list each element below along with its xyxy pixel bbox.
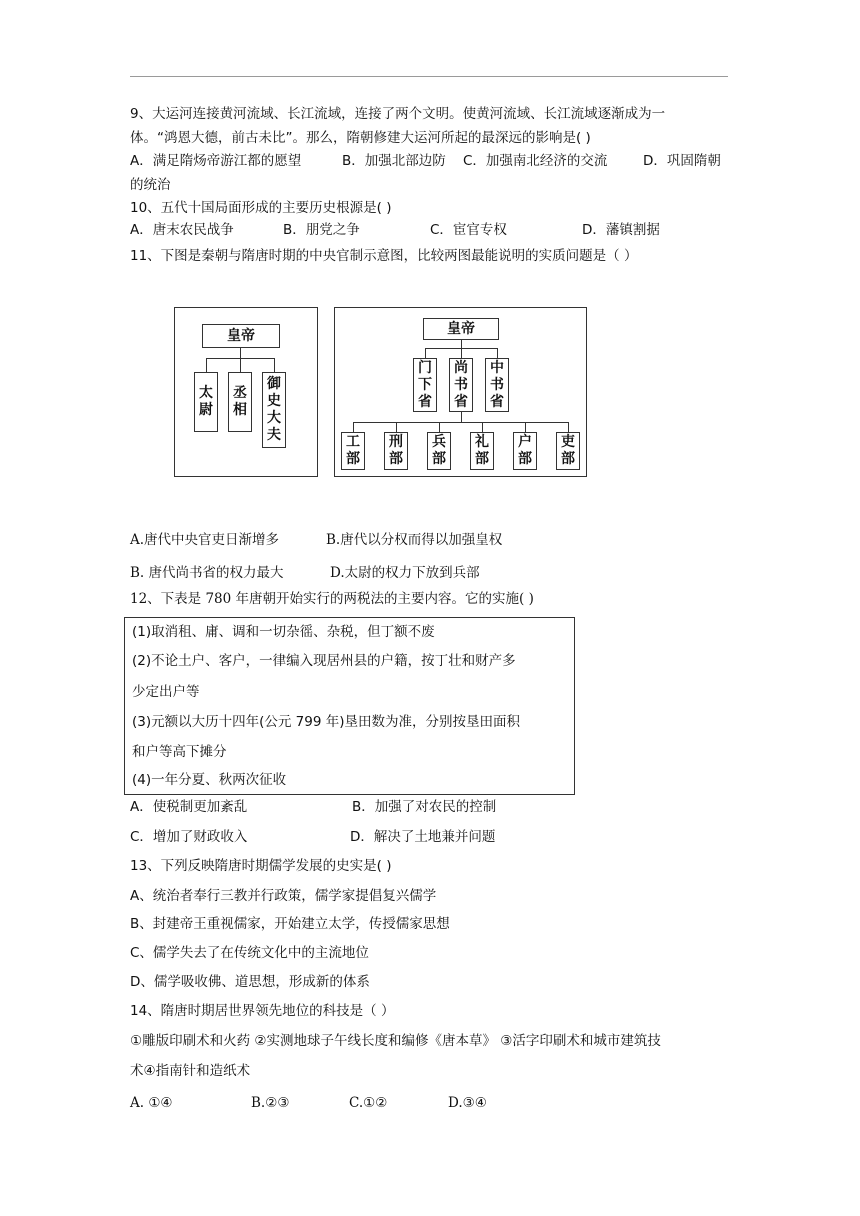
q10-option-c[interactable]: C．宦官专权 <box>430 222 507 238</box>
q9-stem-line1: 9、大运河连接黄河流域、长江流域，连接了两个文明。使黄河流域、长江流域逐渐成为一 <box>130 106 666 122</box>
q12-options-row2 <box>130 827 730 847</box>
table-line-6: (4)一年分夏、秋两次征收 <box>132 772 287 788</box>
tang-gongbu-node: 工 部 <box>341 432 365 470</box>
table-line-1: (1)取消租、庸、调和一切杂徭、杂税，但丁额不废 <box>132 624 435 640</box>
q10-option-d[interactable]: D．藩镇割据 <box>582 222 660 238</box>
q12-option-b[interactable]: B．加强了对农民的控制 <box>352 799 497 815</box>
q14-option-a[interactable]: A. ①④ <box>130 1095 173 1111</box>
q9-options <box>130 151 730 171</box>
tang-shangshu-node: 尚 书 省 <box>449 358 473 412</box>
q9-option-c[interactable]: C．加强南北经济的交流 <box>463 153 608 169</box>
q9-option-b[interactable]: B．加强北部边防 <box>342 153 446 169</box>
header-rule <box>130 76 728 77</box>
qin-emperor-node: 皇帝 <box>202 324 280 348</box>
q13-option-d[interactable]: D、儒学吸收佛、道思想，形成新的体系 <box>130 974 370 990</box>
table-line-3: 少定出户等 <box>132 684 200 700</box>
q11-option-b[interactable]: B.唐代以分权而得以加强皇权 <box>326 532 503 548</box>
tang-libu2-node: 吏 部 <box>556 432 580 470</box>
q12-stem: 12、下表是 780 年唐朝开始实行的两税法的主要内容。它的实施( ) <box>130 591 534 607</box>
q14-stem: 14、隋唐时期居世界领先地位的科技是（ ） <box>130 1003 395 1019</box>
table-line-5: 和户等高下摊分 <box>132 744 227 760</box>
table-line-2: (2)不论土户、客户，一律编入现居州县的户籍，按丁壮和财产多 <box>132 653 516 669</box>
q14-option-c[interactable]: C.①② <box>349 1095 388 1111</box>
q13-stem: 13、下列反映隋唐时期儒学发展的史实是( ) <box>130 858 392 874</box>
tang-xingbu-node: 刑 部 <box>384 432 408 470</box>
qin-yushidafu-node: 御 史 大 夫 <box>262 372 286 448</box>
q12-option-a[interactable]: A．使税制更加紊乱 <box>130 799 248 815</box>
q12-options-row1 <box>130 797 730 817</box>
q11-option-d[interactable]: D.太尉的权力下放到兵部 <box>330 565 480 581</box>
q11-stem: 11、下图是秦朝与隋唐时期的中央官制示意图，比较两图最能说明的实质问题是（ ） <box>130 248 638 264</box>
q9-option-d[interactable]: D．巩固隋朝 <box>643 153 721 169</box>
q9-stem-line2: 体。“鸿恩大德，前古未比”。那么，隋朝修建大运河所起的最深远的影响是( ) <box>130 130 591 146</box>
q13-option-c[interactable]: C、儒学失去了在传统文化中的主流地位 <box>130 945 369 961</box>
q9-option-a[interactable]: A．满足隋炀帝游江都的愿望 <box>130 153 302 169</box>
table-line-4: (3)元额以大历十四年(公元 799 年)垦田数为准，分别按垦田面积 <box>132 714 521 730</box>
tang-bingbu-node: 兵 部 <box>427 432 451 470</box>
q12-option-c[interactable]: C．增加了财政收入 <box>130 829 248 845</box>
q10-options <box>130 220 730 240</box>
q14-items-line2: 术④指南针和造纸术 <box>130 1063 251 1079</box>
q14-option-d[interactable]: D.③④ <box>448 1095 487 1111</box>
q10-option-a[interactable]: A．唐末农民战争 <box>130 222 234 238</box>
q10-stem: 10、五代十国局面形成的主要历史根源是( ) <box>130 200 392 216</box>
q11-options-row1 <box>130 530 730 550</box>
q14-option-b[interactable]: B.②③ <box>251 1095 290 1111</box>
tang-zhongshu-node: 中 书 省 <box>485 358 509 412</box>
q11-option-c[interactable]: B. 唐代尚书省的权力最大 <box>130 565 284 581</box>
q11-options-row2 <box>130 563 730 583</box>
tang-libu-node: 礼 部 <box>470 432 494 470</box>
q14-options <box>130 1093 730 1113</box>
qin-taiwei-node: 太 尉 <box>194 372 218 432</box>
q11-option-a[interactable]: A.唐代中央官吏日渐增多 <box>130 532 280 548</box>
tang-hubu-node: 户 部 <box>513 432 537 470</box>
q13-option-b[interactable]: B、封建帝王重视儒家，开始建立太学，传授儒家思想 <box>130 916 450 932</box>
q13-option-a[interactable]: A、统治者奉行三教并行政策，儒学家提倡复兴儒学 <box>130 888 437 904</box>
qin-chengxiang-node: 丞 相 <box>228 372 252 432</box>
tang-emperor-node: 皇帝 <box>423 318 499 340</box>
q10-option-b[interactable]: B．朋党之争 <box>283 222 360 238</box>
tang-menxia-node: 门 下 省 <box>413 358 437 412</box>
q12-option-d[interactable]: D．解决了土地兼并问题 <box>350 829 496 845</box>
q14-items-line1: ①雕版印刷术和火药 ②实测地球子午线长度和编修《唐本草》 ③活字印刷术和城市建筑技 <box>130 1033 661 1049</box>
q9-option-d-continued: 的统治 <box>130 177 171 193</box>
